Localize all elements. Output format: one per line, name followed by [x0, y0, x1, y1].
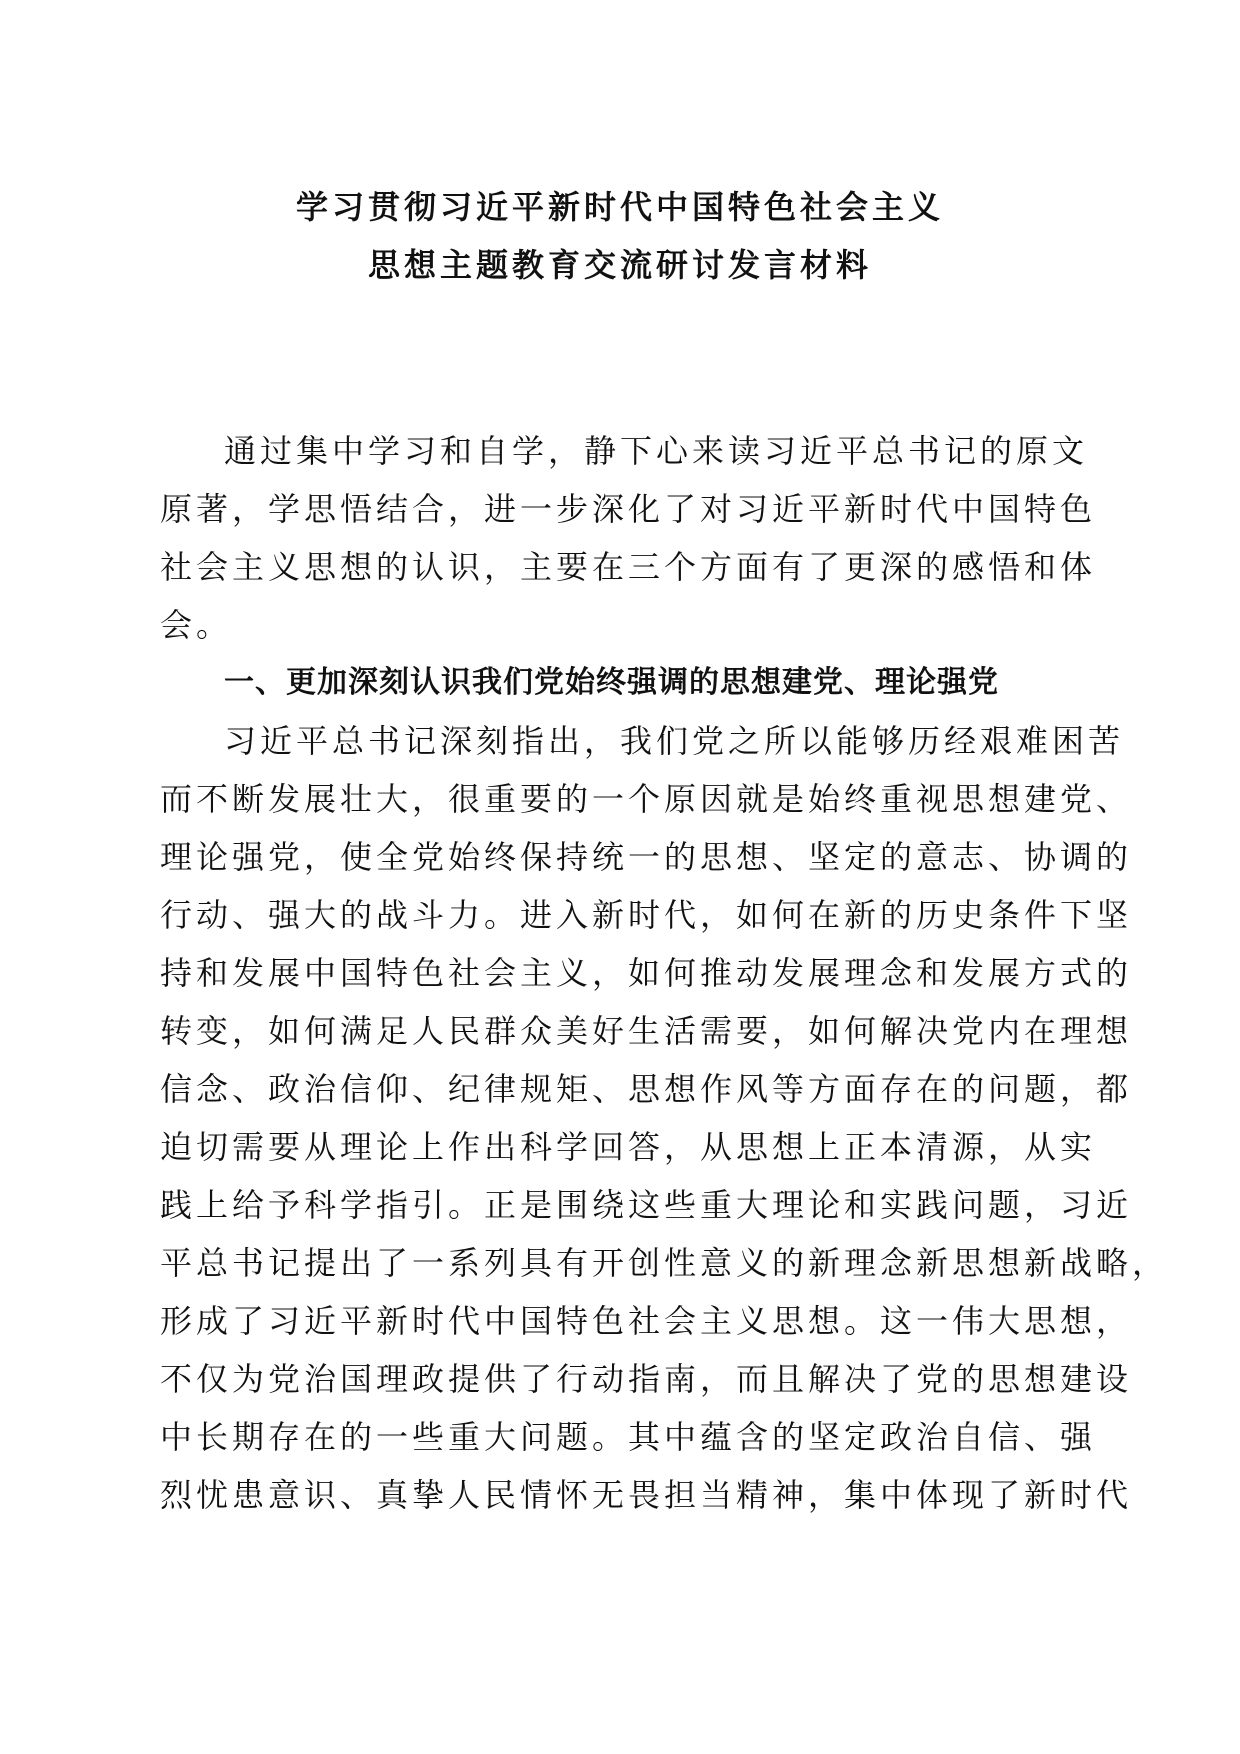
section-line: 中长期存在的一些重大问题。其中蕴含的坚定政治自信、强 — [160, 1418, 1097, 1456]
section-line: 平总书记提出了一系列具有开创性意义的新理念新思想新战略， — [160, 1244, 1169, 1282]
section-line: 信念、政治信仰、纪律规矩、思想作风等方面存在的问题，都 — [160, 1070, 1133, 1108]
intro-line: 社会主义思想的认识，主要在三个方面有了更深的感悟和体 — [160, 548, 1097, 586]
section-line: 习近平总书记深刻指出，我们党之所以能够历经艰难困苦 — [224, 722, 1125, 760]
section-line: 而不断发展壮大，很重要的一个原因就是始终重视思想建党、 — [160, 780, 1133, 818]
section-line: 持和发展中国特色社会主义，如何推动发展理念和发展方式的 — [160, 954, 1133, 992]
intro-line: 会。 — [160, 606, 233, 644]
section-line: 践上给予科学指引。正是围绕这些重大理论和实践问题，习近 — [160, 1186, 1133, 1224]
section-line: 转变，如何满足人民群众美好生活需要，如何解决党内在理想 — [160, 1012, 1133, 1050]
section-line: 行动、强大的战斗力。进入新时代，如何在新的历史条件下坚 — [160, 896, 1133, 934]
intro-line: 原著，学思悟结合，进一步深化了对习近平新时代中国特色 — [160, 490, 1097, 528]
section-line: 形成了习近平新时代中国特色社会主义思想。这一伟大思想， — [160, 1302, 1133, 1340]
section-heading: 一、更加深刻认识我们党始终强调的思想建党、理论强党 — [224, 665, 999, 700]
title-line-2: 思想主题教育交流研讨发言材料 — [367, 246, 872, 284]
section-line: 不仅为党治国理政提供了行动指南，而且解决了党的思想建设 — [160, 1360, 1133, 1398]
intro-line: 通过集中学习和自学，静下心来读习近平总书记的原文 — [224, 432, 1089, 470]
title-line-1: 学习贯彻习近平新时代中国特色社会主义 — [295, 188, 944, 226]
document-title — [0, 178, 1240, 294]
section-line: 烈忧患意识、真挚人民情怀无畏担当精神，集中体现了新时代 — [160, 1476, 1133, 1514]
section-line: 迫切需要从理论上作出科学回答，从思想上正本清源，从实 — [160, 1128, 1097, 1166]
section-line: 理论强党，使全党始终保持统一的思想、坚定的意志、协调的 — [160, 838, 1133, 876]
document-body — [160, 422, 1169, 1524]
